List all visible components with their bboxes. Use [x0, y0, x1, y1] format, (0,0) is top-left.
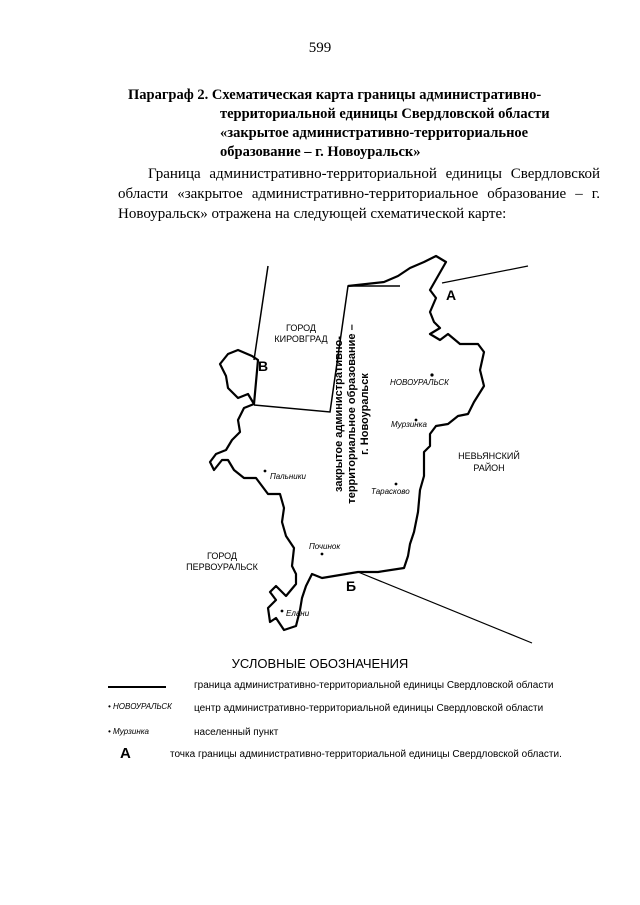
- nevyansk-label-2: РАЙОН: [473, 463, 505, 473]
- unit-name-line-3: г. Новоуральск: [359, 373, 371, 455]
- pervouralsk-label-2: ПЕРВОУРАЛЬСК: [186, 562, 258, 572]
- legend-title: УСЛОВНЫЕ ОБОЗНАЧЕНИЯ: [231, 656, 409, 671]
- pochinok-dot: [321, 553, 324, 556]
- taraskovo-dot: [395, 483, 398, 486]
- pervouralsk-label-1: ГОРОД: [206, 551, 238, 561]
- legend-point-text: точка границы административно-территориальной единицы Свердловской области.: [170, 749, 562, 760]
- point-v-label: В: [258, 358, 269, 374]
- body-paragraph: Граница административно-территориальной единицы Свердловской области «закрытое административно-территориальное образование – г. Новоуральск» отражена на следующей схематической карте:: [118, 166, 600, 222]
- pochinok-label: Починок: [309, 542, 341, 551]
- legend-center-sample-text: НОВОУРАЛЬСК: [113, 702, 172, 711]
- legend-center-dot: •: [108, 702, 114, 711]
- heading-line-4: образование – г. Новоуральск»: [220, 144, 421, 160]
- novouralsk-label: НОВОУРАЛЬСК: [390, 378, 449, 387]
- kirovgrad-boundary: [254, 266, 268, 360]
- kirovgrad-label-1: ГОРОД: [285, 323, 317, 333]
- legend-settlement-sample: [108, 727, 149, 736]
- heading-line-2: территориальной единицы Свердловской области: [220, 106, 550, 122]
- kirovgrad-boundary-east: [254, 286, 400, 412]
- legend-center-text: центр административно-территориальной единицы Свердловской области: [194, 703, 544, 714]
- nevyansk-boundary-south: [358, 572, 532, 643]
- legend-center-sample: [108, 702, 172, 711]
- legend-settlement-sample-text: Мурзинка: [113, 727, 149, 736]
- legend-settlement-text: населенный пункт: [194, 727, 279, 738]
- unit-name-line-2: территориальное образование –: [346, 324, 358, 504]
- unit-name-line-1: закрытое административно-: [333, 336, 345, 492]
- novouralsk-dot: [430, 373, 433, 376]
- heading-line-3: «закрытое административно-территориальное: [220, 125, 529, 141]
- legend-point-sample: А: [120, 745, 131, 762]
- unit-name-label: [333, 324, 371, 503]
- legend-settlement-dot: •: [108, 727, 114, 736]
- nevyansk-boundary-north: [442, 266, 528, 283]
- taraskovo-label: Тарасково: [371, 487, 410, 496]
- page-number: 599: [308, 40, 332, 56]
- nevyansk-label-1: НЕВЬЯНСКИЙ: [458, 451, 520, 461]
- kirovgrad-label-2: КИРОВГРАД: [274, 334, 328, 344]
- heading-line-1: Параграф 2. Схематическая карта границы административно-: [128, 87, 542, 103]
- elani-dot: [281, 610, 284, 613]
- palniki-dot: [264, 470, 267, 473]
- palniki-label: Пальники: [270, 472, 306, 481]
- elani-label: Елани: [286, 609, 310, 618]
- legend-boundary-text: граница административно-территориальной единицы Свердловской области: [194, 680, 554, 691]
- point-b-label: Б: [346, 578, 357, 594]
- legend-boundary-line: [108, 686, 166, 688]
- point-a-label: А: [446, 287, 457, 303]
- murzinka-label: Мурзинка: [391, 420, 427, 429]
